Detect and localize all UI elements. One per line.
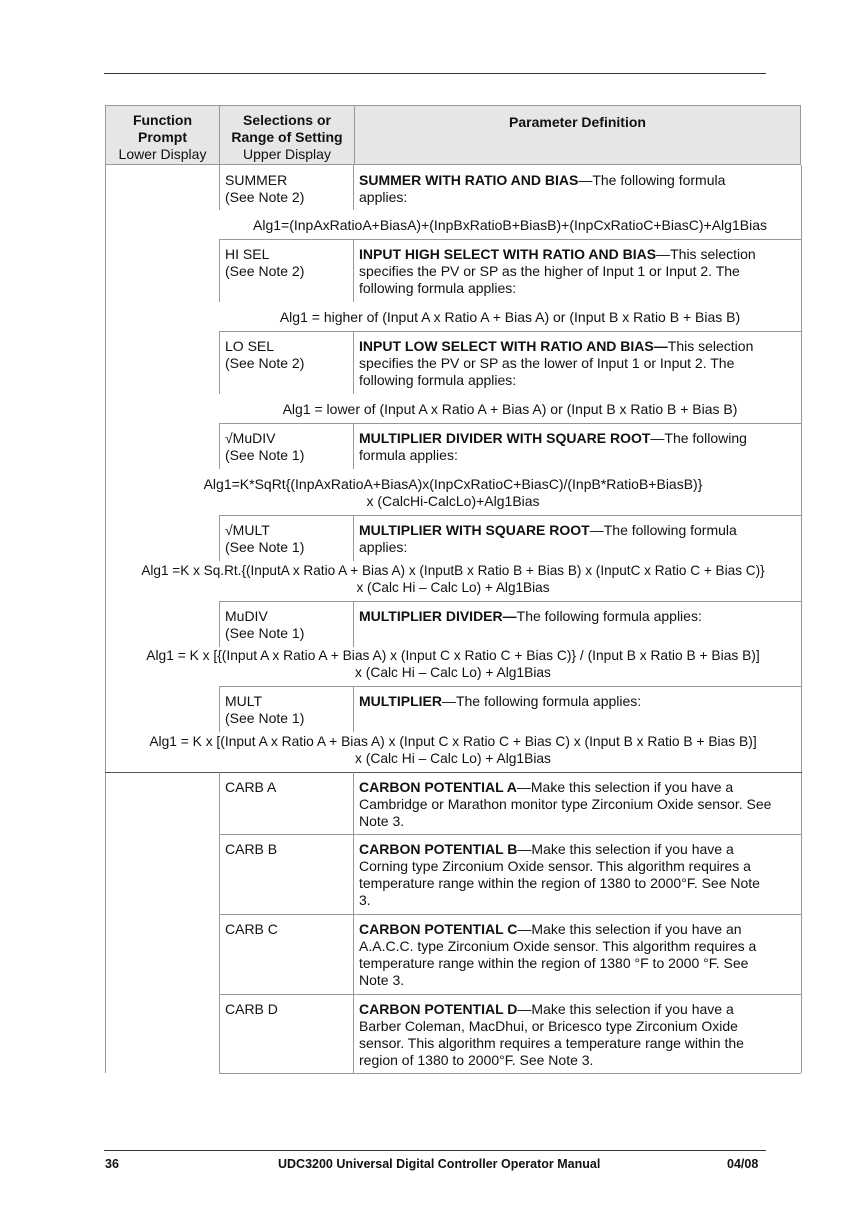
page-number: 36 xyxy=(105,1157,119,1171)
divider xyxy=(353,515,354,561)
divider xyxy=(219,331,801,332)
divider xyxy=(219,515,801,516)
definition-summer: SUMMER WITH RATIO AND BIAS—The following formula applies: xyxy=(359,172,726,205)
divider xyxy=(219,914,801,915)
table-left-border-lower xyxy=(105,772,106,1073)
definition-mudiv: MULTIPLIER DIVIDER—The following formula applies: xyxy=(359,608,702,624)
divider xyxy=(353,601,354,647)
selection-mudiv: MuDIV (See Note 1) xyxy=(225,608,305,641)
section-divider xyxy=(105,772,802,773)
selection-summer: SUMMER (See Note 2) xyxy=(225,172,305,205)
divider xyxy=(353,165,354,210)
divider xyxy=(219,331,220,394)
formula-mult: Alg1 = K x [(Input A x Ratio A + Bias A) x (Input C x Ratio C + Bias C) x (Input B x Ratio B + Bias B)] x (Calc Hi – Calc Lo) + Alg1Bias xyxy=(149,734,757,766)
selection-sqrt-mult: √MULT (See Note 1) xyxy=(225,522,305,555)
formula-sqrt-mudiv: Alg1=K*SqRt{(InpAxRatioA+BiasA)x(InpCxRatioC+BiasC)/(InpB*RatioB+BiasB)} x (CalcHi-CalcLo)+Alg1Bias xyxy=(203,476,703,509)
definition-sqrt-mudiv: MULTIPLIER DIVIDER WITH SQUARE ROOT—The following formula applies: xyxy=(359,430,747,463)
selection-lo-sel: LO SEL (See Note 2) xyxy=(225,338,305,371)
divider xyxy=(353,423,354,469)
divider xyxy=(219,515,220,561)
divider xyxy=(219,165,220,210)
definition-sqrt-mult: MULTIPLIER WITH SQUARE ROOT—The following formula applies: xyxy=(359,522,737,555)
header-function-prompt: Function Prompt Lower Display xyxy=(118,112,207,162)
definition-hi-sel: INPUT HIGH SELECT WITH RATIO AND BIAS—This selection specifies the PV or SP as the higher of Input 1 or Input 2. The following formula applies: xyxy=(359,246,756,296)
definition-carb-a: CARBON POTENTIAL A—Make this selection if you have a Cambridge or Marathon monitor type Zirconium Oxide sensor. See Note 3. xyxy=(359,779,772,829)
selection-sqrt-mudiv: √MuDIV (See Note 1) xyxy=(225,430,305,463)
formula-lo-sel: Alg1 = lower of (Input A x Ratio A + Bias A) or (Input B x Ratio B + Bias B) xyxy=(282,401,738,417)
divider xyxy=(353,239,354,302)
divider xyxy=(219,601,801,602)
divider xyxy=(219,239,801,240)
revision-date: 04/08 xyxy=(727,1157,759,1171)
footer-rule xyxy=(104,1150,766,1151)
divider xyxy=(219,686,801,687)
divider xyxy=(219,686,220,732)
selection-carb-b: CARB B xyxy=(225,841,278,857)
definition-mult: MULTIPLIER—The following formula applies: xyxy=(359,693,642,709)
selection-mult: MULT (See Note 1) xyxy=(225,693,305,726)
definition-carb-b: CARBON POTENTIAL B—Make this selection if you have a Corning type Zirconium Oxide sensor. This algorithm requires a temperature range within the region of 1380 to 2000°F. See Note 3. xyxy=(359,841,760,908)
definition-carb-c: CARBON POTENTIAL C—Make this selection if you have an A.A.C.C. type Zirconium Oxide sensor. This algorithm requires a temperature range within the region of 1380 °F to 2000 °F. See Note 3. xyxy=(359,921,757,988)
divider xyxy=(219,239,220,302)
divider xyxy=(219,994,801,995)
formula-hi-sel: Alg1 = higher of (Input A x Ratio A + Bias A) or (Input B x Ratio B + Bias B) xyxy=(279,309,741,325)
formula-summer: Alg1=(InpAxRatioA+BiasA)+(InpBxRatioB+BiasB)+(InpCxRatioC+BiasC)+Alg1Bias xyxy=(253,217,767,233)
divider xyxy=(353,686,354,732)
header-divider-2 xyxy=(354,106,355,164)
divider xyxy=(219,423,220,469)
divider xyxy=(353,772,354,1073)
divider xyxy=(219,423,801,424)
header-parameter-definition: Parameter Definition xyxy=(509,114,646,130)
formula-sqrt-mult: Alg1 =K x Sq.Rt.{(InputA x Ratio A + Bias A) x (InputB x Ratio B + Bias B) x (InputC x Ratio C + Bias C)} x (Calc Hi – Calc Lo) + Alg1Bias xyxy=(141,563,765,595)
formula-mudiv: Alg1 = K x [{(Input A x Ratio A + Bias A) x (Input C x Ratio C + Bias C)} / (Input B x Ratio B + Bias B)] x (Calc Hi – Calc Lo) + Alg1Bias xyxy=(146,648,760,680)
definition-lo-sel: INPUT LOW SELECT WITH RATIO AND BIAS—This selection specifies the PV or SP as the lower of Input 1 or Input 2. The following formula applies: xyxy=(359,338,754,388)
table-header xyxy=(105,105,801,165)
header-divider-1 xyxy=(219,106,220,164)
divider xyxy=(219,1073,801,1074)
definition-carb-d: CARBON POTENTIAL D—Make this selection if you have a Barber Coleman, MacDhui, or Bricesco type Zirconium Oxide sensor. This algorithm requires a temperature range within the region of 1380 to 2000°F. See Note 3. xyxy=(359,1001,744,1068)
divider xyxy=(219,834,801,835)
table-right-border xyxy=(801,165,802,1073)
selection-hi-sel: HI SEL (See Note 2) xyxy=(225,246,305,279)
divider xyxy=(219,772,220,1073)
selection-carb-d: CARB D xyxy=(225,1001,278,1017)
manual-title: UDC3200 Universal Digital Controller Operator Manual xyxy=(278,1157,601,1171)
header-selections: Selections or Range of Setting Upper Display xyxy=(231,112,343,162)
selection-carb-a: CARB A xyxy=(225,779,277,795)
selection-carb-c: CARB C xyxy=(225,921,278,937)
top-rule xyxy=(104,73,766,74)
divider xyxy=(219,601,220,647)
divider xyxy=(353,331,354,394)
